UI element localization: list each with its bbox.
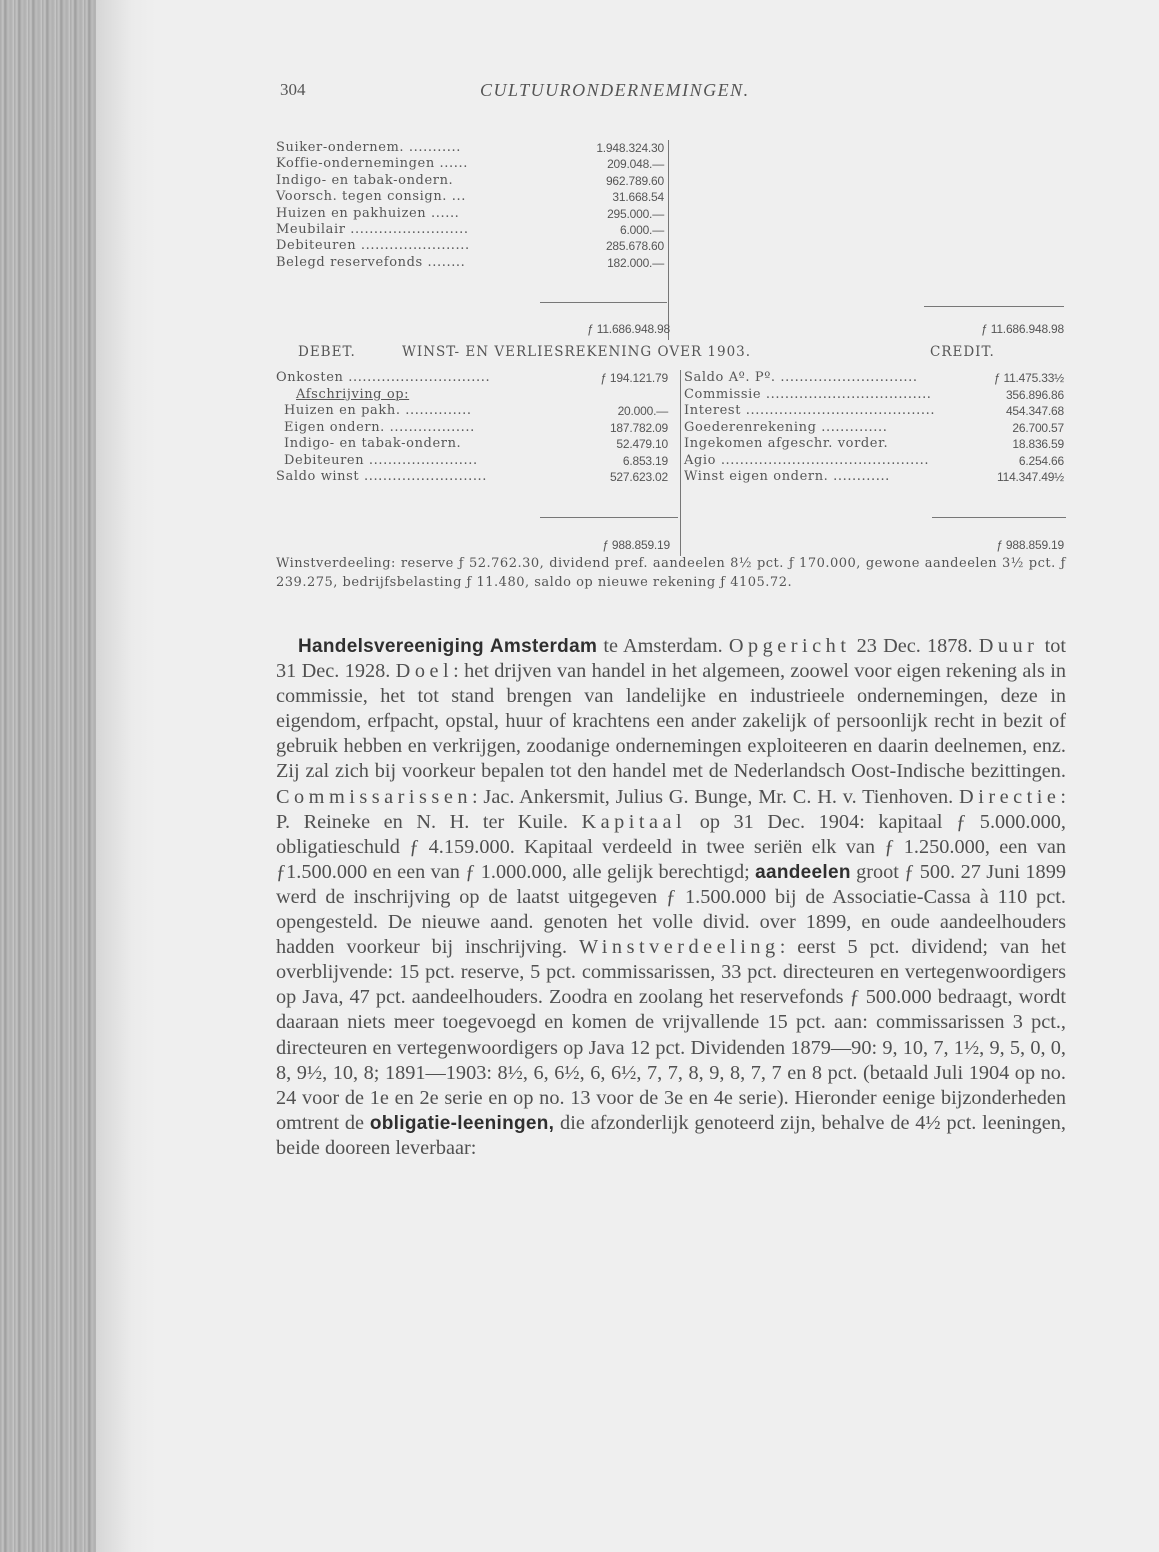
credit-row-label: Agio ............................................	[684, 452, 930, 468]
balance-row	[276, 140, 676, 156]
entry-section-label: Commissarissen	[276, 785, 472, 808]
profit-loss-column-rule	[680, 370, 681, 556]
entry-text: groot ƒ 500. 27 Juni 1899 werd de inschrijving op de laatst uitgegeven ƒ 1.500.000 bij de Associatie-Cassa à 110 pct. opengesteld. De nieuwe aand. genoten het volle divid. over 1899, en oude aandeelhouders hadden voorkeur bij inschrijving.	[276, 860, 1066, 959]
balance-row-label: Voorsch. tegen consign. ...	[276, 189, 466, 205]
entry-text: : Jac. Ankersmit, Julius G. Bunge, Mr. C. H. v. Tienhoven.	[471, 785, 960, 808]
balance-row-label: Debiteuren .......................	[276, 238, 470, 254]
debit-row	[276, 387, 676, 404]
debit-row-value: 527.623.02	[609, 470, 668, 484]
balance-column-rule	[668, 140, 669, 340]
profit-loss-total-rule-right	[932, 517, 1066, 518]
profit-loss-title: WINST- EN VERLIESREKENING OVER 1903.	[402, 344, 752, 360]
credit-row-value: 18.836.59	[1012, 437, 1064, 451]
entry-text: 23 Dec. 1878.	[850, 635, 979, 657]
entry-text: : eerst 5 pct. dividend; van het overblijvende: 15 pct. reserve, 5 pct. commissarissen, 33 pct. directeuren en vertegenwoordigers op Java, 47 pct. aandeelhouders. Zoodra en zoolang het reservefonds ƒ 500.000 bedraagt, wordt daaraan niets meer toegevoegd en komen de vrijvallende 15 pct. aan: commissarissen 3 pct., directeuren en vertegenwoordigers op Java 12 pct. Dividenden 1879—90: 9, 10, 7, 1½, 9, 5, 0, 0, 8, 9½, 10, 8; 1891—1903: 8½, 6, 6½, 6, 6½, 7, 7, 8, 9, 8, 7, 7 en 8 pct. (betaald Juli 1904 op no. 24 voor de 1e en 2e serie en op no. 13 voor de 3e en 4e serie). Hieronder eenige bijzonderheden omtrent de	[276, 936, 1066, 1134]
credit-row-label: Winst eigen ondern. ............	[684, 469, 890, 484]
running-title: CULTUURONDERNEMINGEN.	[480, 80, 750, 100]
entry-text: : het drijven van handel in het algemeen, zoowel voor eigen rekening als in commissie, het tot stand brengen van landelijke en industrieele ondernemingen, deze in eigendom, erfpacht, opstal, huur of krachtens een ander zakelijk of persoonlijk recht in bezit of gebruik hebben en verkrijgen, zoodanige ondernemingen exploiteeren en daarin deelnemen, enz. Zij zal zich bij voorkeur bepalen tot den handel met de Nederlandsch Oost-Indische bezittingen.	[276, 660, 1066, 783]
balance-row	[276, 173, 676, 189]
entry-bold-term: obligatie-leeningen,	[369, 1112, 555, 1134]
balance-row	[276, 189, 676, 205]
credit-row	[684, 370, 1066, 387]
balance-total-credit: ƒ 11.686.948.98	[981, 322, 1064, 336]
entry-section-label: Doel	[395, 660, 454, 683]
balance-sheet-continued	[276, 140, 676, 271]
balance-row-label: Belegd reservefonds ........	[276, 254, 466, 270]
debit-row-label: Huizen en pakh. ..............	[284, 403, 472, 418]
debit-row-value: 6.853.19	[622, 453, 668, 468]
credit-row	[684, 436, 1066, 453]
credit-row-value: 6.254.66	[1018, 453, 1064, 468]
profit-distribution-note	[276, 555, 1066, 592]
running-head	[280, 80, 1060, 104]
balance-row-value: 295.000.—	[607, 206, 664, 221]
balance-row	[276, 156, 676, 172]
debit-row-value: 52.479.10	[616, 437, 668, 451]
credit-row-value: ƒ 11.475.33½	[993, 371, 1064, 385]
profit-distribution-text: Winstverdeeling: reserve ƒ 52.762.30, dividend pref. aandeelen 8½ pct. ƒ 170.000, gewone aandeelen 3½ pct. ƒ 239.275, bedrijfsbelasting ƒ 11.480, saldo op nieuwe rekening ƒ 4105.72.	[276, 556, 1066, 590]
balance-row-value: 31.668.54	[612, 190, 664, 205]
debit-row-value: 187.782.09	[609, 420, 668, 435]
credit-row-value: 114.347.49½	[997, 470, 1064, 484]
entry-bold-term: aandeelen	[755, 861, 851, 883]
credit-row-label: Saldo Aº. Pº. .............................	[684, 370, 918, 385]
debit-row	[276, 403, 676, 420]
profit-loss-credit-column	[684, 370, 1066, 486]
debit-row-value: 20.000.—	[617, 404, 668, 418]
debit-row-label: Eigen ondern. ..................	[284, 419, 475, 435]
profit-loss-total-rule-left	[540, 517, 678, 518]
credit-row	[684, 387, 1066, 404]
debit-row-label: Afschrijving op:	[296, 386, 410, 402]
credit-row	[684, 420, 1066, 437]
debit-row	[276, 469, 676, 486]
entry-text: te Amsterdam.	[603, 635, 729, 657]
credit-label: CREDIT.	[930, 344, 995, 360]
credit-row-label: Interest ........................................	[684, 403, 936, 418]
entry-text: tot 31 Dec. 1928.	[276, 635, 1066, 683]
entry-section-label: Kapitaal	[581, 810, 687, 833]
debit-label: DEBET.	[298, 344, 356, 360]
balance-row-label: Huizen en pakhuizen ......	[276, 205, 460, 221]
debit-row	[276, 436, 676, 453]
balance-row-value: 1.948.324.30	[596, 141, 664, 155]
debit-row-label: Indigo- en tabak-ondern.	[284, 436, 462, 451]
credit-row	[684, 453, 1066, 470]
page-number: 304	[280, 80, 306, 99]
entry-section-label: Directie	[959, 785, 1061, 808]
credit-row-value: 454.347.68	[1005, 404, 1064, 418]
entry-section-label: Opgericht	[728, 635, 851, 657]
balance-row-label: Indigo- en tabak-ondern.	[276, 172, 454, 188]
entry-section-label: Winstverdeeling	[578, 936, 780, 959]
balance-row-value: 285.678.60	[605, 239, 664, 254]
company-entry-paragraph	[276, 634, 1066, 1161]
credit-row-label: Ingekomen afgeschr. vorder.	[684, 436, 889, 451]
entry-text: die afzonderlijk genoteerd zijn, behalve de 4½ pct. leeningen, beide dooreen leverbaar:	[276, 1111, 1066, 1159]
company-name: Handelsvereeniging Amsterdam	[298, 636, 598, 657]
balance-row	[276, 222, 676, 238]
entry-text: op 31 Dec. 1904: kapitaal ƒ 5.000.000, obligatieschuld ƒ 4.159.000. Kapitaal verdeeld in twee seriën elk van ƒ 1.250.000, een van ƒ1.500.000 en een van ƒ 1.000.000, alle gelijk berechtigd;	[276, 810, 1066, 883]
debit-row	[276, 370, 676, 387]
debit-row-label: Saldo winst ..........................	[276, 469, 488, 484]
debit-row	[276, 420, 676, 437]
credit-row-label: Commissie ...................................	[684, 386, 932, 402]
profit-loss-total-credit: ƒ 988.859.19	[996, 538, 1064, 552]
credit-row	[684, 469, 1066, 486]
balance-total-debit: ƒ 11.686.948.98	[587, 322, 670, 336]
balance-row-label: Koffie-ondernemingen ......	[276, 156, 468, 172]
balance-row-value: 182.000.—	[607, 255, 664, 270]
debit-row	[276, 453, 676, 470]
credit-row-value: 356.896.86	[1005, 387, 1064, 402]
debit-row-label: Debiteuren .......................	[284, 452, 478, 468]
credit-row-label: Goederenrekening ..............	[684, 419, 888, 435]
balance-total-rule-left	[540, 302, 667, 303]
entry-section-label: Duur	[978, 635, 1039, 657]
balance-row	[276, 206, 676, 222]
company-entry	[276, 634, 1066, 1161]
balance-row	[276, 255, 676, 271]
credit-row-value: 26.700.57	[1012, 420, 1064, 435]
balance-total-rule-right	[924, 306, 1064, 307]
debit-row-label: Onkosten ..............................	[276, 370, 491, 385]
balance-row-value: 6.000.—	[620, 222, 664, 237]
balance-row	[276, 238, 676, 254]
debit-row-value: ƒ 194.121.79	[600, 371, 668, 385]
profit-loss-heading	[298, 344, 1078, 364]
balance-row-label: Meubilair .........................	[276, 221, 469, 237]
profit-loss-total-debit: ƒ 988.859.19	[602, 538, 670, 552]
profit-loss-debit-column	[276, 370, 676, 486]
balance-row-label: Suiker-ondernem. ...........	[276, 140, 461, 155]
credit-row	[684, 403, 1066, 420]
balance-row-value: 209.048.—	[607, 157, 664, 172]
entry-text: : P. Reineke en N. H. ter Kuile.	[276, 785, 1066, 833]
balance-row-value: 962.789.60	[605, 173, 664, 188]
